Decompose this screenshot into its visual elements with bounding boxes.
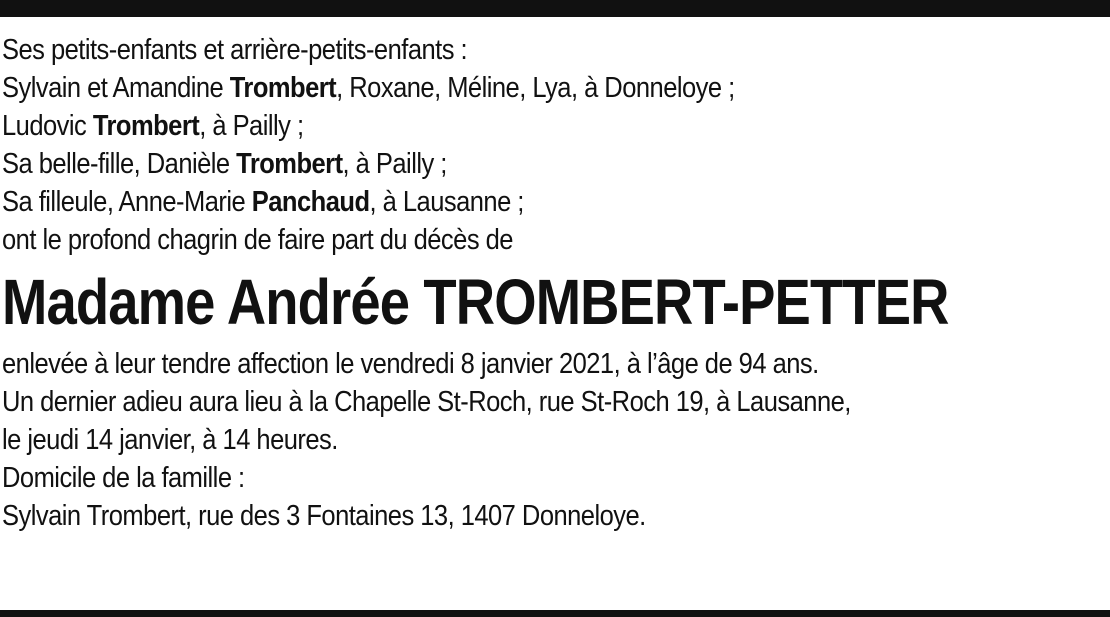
deceased-name: Madame Andrée TROMBERT-PETTER bbox=[2, 266, 949, 338]
family-line-ludovic bbox=[2, 107, 975, 145]
family-line-text: , à Pailly ; bbox=[199, 110, 304, 142]
family-line-grandson bbox=[2, 69, 975, 107]
family-line-goddaughter bbox=[2, 183, 975, 221]
funeral-details-line1: Un dernier adieu aura lieu à la Chapelle St-Roch, rue St-Roch 19, à Lausanne, bbox=[2, 386, 851, 418]
top-border-rule bbox=[0, 0, 1110, 17]
bottom-border-rule bbox=[0, 610, 1110, 617]
family-line-text: Sa belle-fille, Danièle bbox=[2, 148, 237, 180]
family-line-text: , Roxane, Méline, Lya, à Donneloye ; bbox=[336, 72, 735, 104]
family-line-text: , à Pailly ; bbox=[342, 148, 447, 180]
announcement-text: ont le profond chagrin de faire part du décès de bbox=[2, 224, 513, 256]
family-surname: Trombert bbox=[229, 72, 337, 104]
family-intro: Ses petits-enfants et arrière-petits-enfants : bbox=[2, 34, 468, 66]
family-surname: Panchaud bbox=[251, 186, 370, 218]
family-line-text: , à Lausanne ; bbox=[369, 186, 524, 218]
death-details: enlevée à leur tendre affection le vendredi 8 janvier 2021, à l’âge de 94 ans. bbox=[2, 348, 819, 380]
family-surname: Trombert bbox=[92, 110, 200, 142]
family-line-text: Ludovic bbox=[2, 110, 93, 142]
funeral-details-line2: le jeudi 14 janvier, à 14 heures. bbox=[2, 424, 338, 456]
family-surname: Trombert bbox=[236, 148, 343, 180]
domicile-address: Sylvain Trombert, rue des 3 Fontaines 13, 1407 Donneloye. bbox=[2, 500, 646, 532]
family-line-text: Sylvain et Amandine bbox=[2, 72, 230, 104]
family-line-daughter-in-law bbox=[2, 145, 975, 183]
family-line-text: Sa filleule, Anne-Marie bbox=[2, 186, 252, 218]
obituary-notice bbox=[2, 31, 1108, 535]
domicile-label: Domicile de la famille : bbox=[2, 462, 245, 494]
